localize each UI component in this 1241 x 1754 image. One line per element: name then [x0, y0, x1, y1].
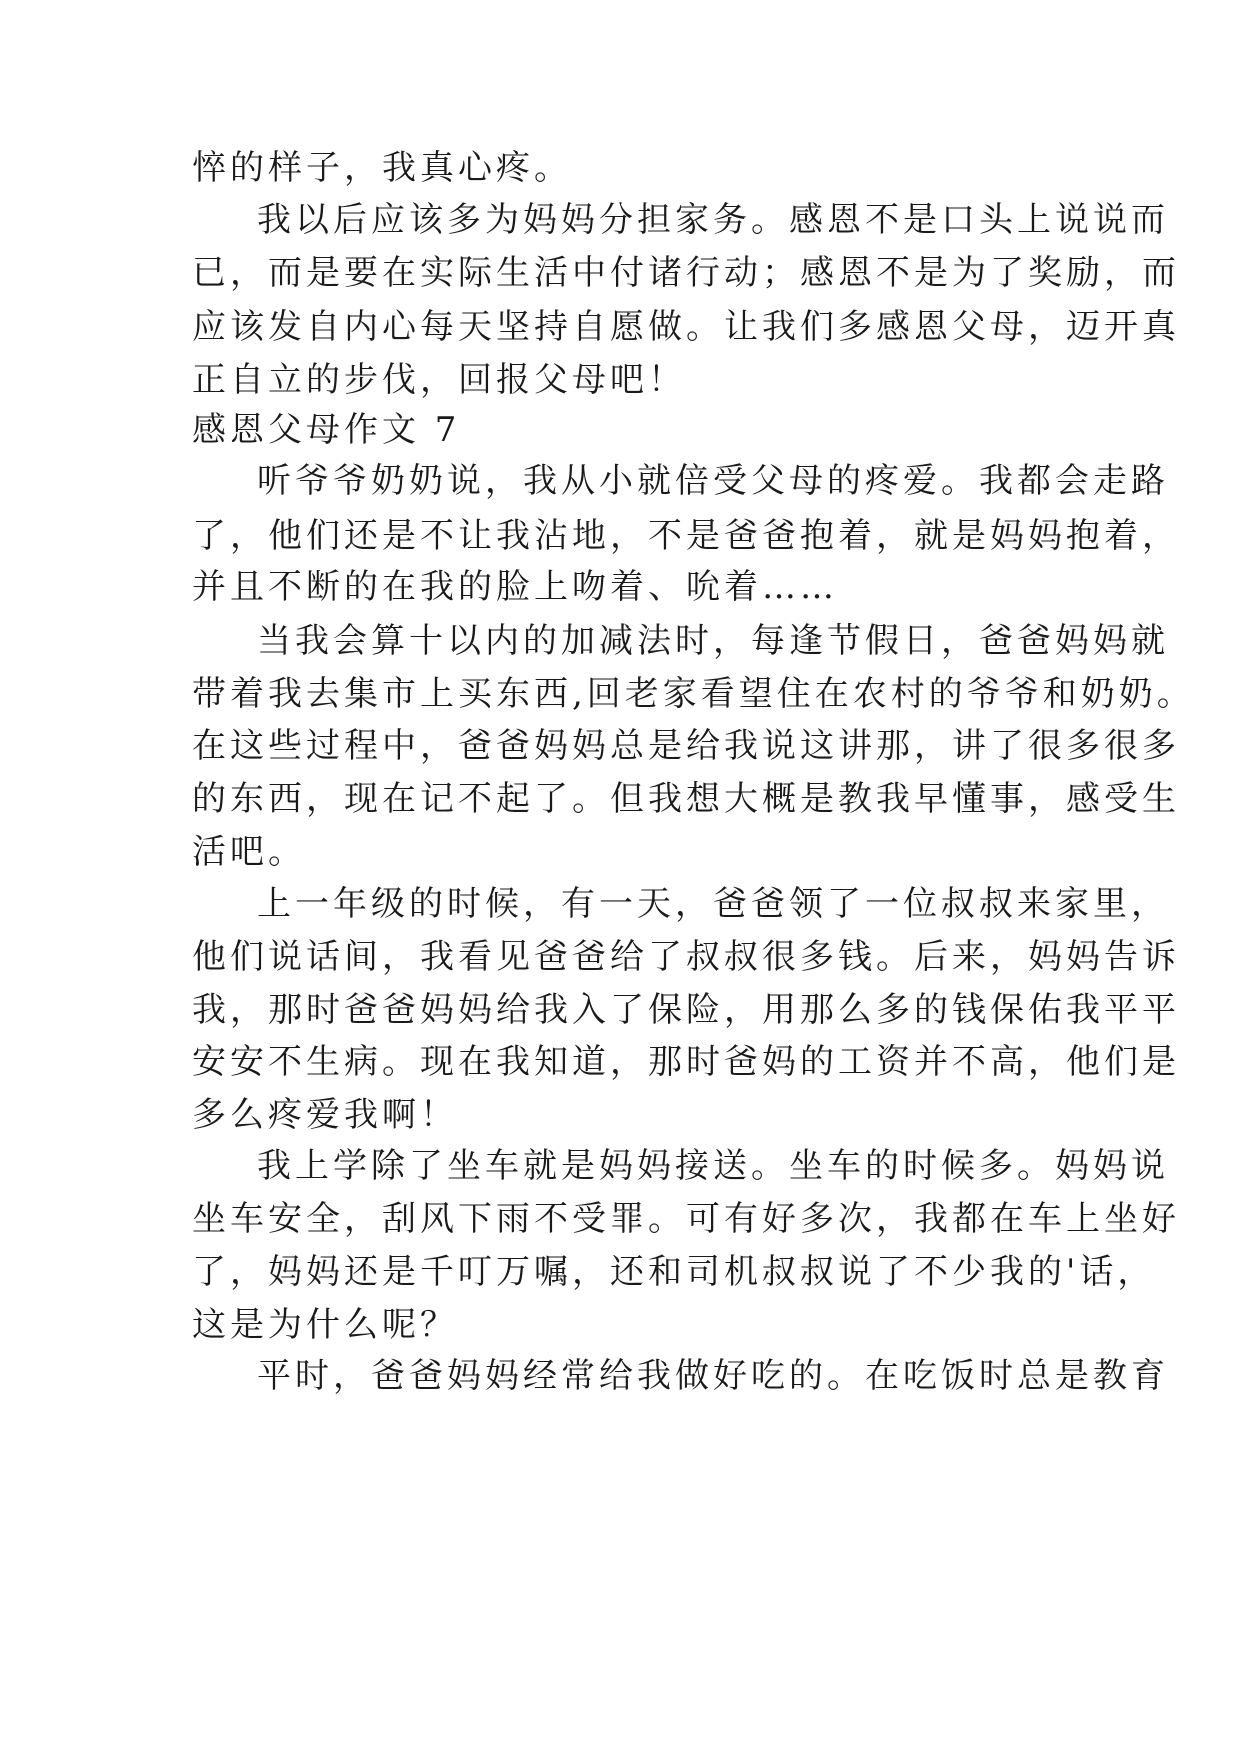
- text-line: 多么疼爱我啊！: [192, 1095, 458, 1135]
- paragraph-start: 平时，爸爸妈妈经常给我做好吃的。在吃饭时总是教育: [257, 1356, 1169, 1396]
- text-line: 他们说话间，我看见爸爸给了叔叔很多钱。后来，妈妈告诉: [192, 937, 1180, 977]
- text-line: 活吧。: [192, 832, 306, 872]
- text-line: 我，那时爸爸妈妈给我入了保险，用那么多的钱保佑我平平: [192, 990, 1180, 1030]
- text-line: 带着我去集市上买东西,回老家看望住在农村的爷爷和奶奶。: [192, 674, 1195, 714]
- text-line: 正自立的步伐，回报父母吧！: [192, 360, 686, 400]
- text-line: 安安不生病。现在我知道，那时爸妈的工资并不高，他们是: [192, 1042, 1180, 1082]
- text-line: 了，妈妈还是千叮万嘱，还和司机叔叔说了不少我的'话，: [192, 1252, 1156, 1292]
- text-line: 坐车安全，刮风下雨不受罪。可有好多次，我都在车上坐好: [192, 1199, 1180, 1239]
- paragraph-start: 我上学除了坐车就是妈妈接送。坐车的时候多。妈妈说: [257, 1146, 1169, 1186]
- text-line: 在这些过程中，爸爸妈妈总是给我说这讲那，讲了很多很多: [192, 726, 1180, 766]
- paragraph-start: 上一年级的时候，有一天，爸爸领了一位叔叔来家里，: [257, 884, 1169, 924]
- paragraph-start: 听爷爷奶奶说，我从小就倍受父母的疼爱。我都会走路: [257, 461, 1169, 501]
- text-line: 悴的样子，我真心疼。: [192, 148, 572, 188]
- paragraph-start: 当我会算十以内的加减法时，每逢节假日，爸爸妈妈就: [257, 621, 1169, 661]
- text-line: 这是为什么呢？: [192, 1305, 458, 1345]
- text-line: 并且不断的在我的脸上吻着、吮着……: [192, 567, 838, 607]
- text-line: 已，而是要在实际生活中付诸行动；感恩不是为了奖励，而: [192, 253, 1180, 293]
- text-line: 的东西，现在记不起了。但我想大概是教我早懂事，感受生: [192, 779, 1180, 819]
- paragraph-start: 我以后应该多为妈妈分担家务。感恩不是口头上说说而: [257, 200, 1169, 240]
- text-line: 了，他们还是不让我沾地，不是爸爸抱着，就是妈妈抱着，: [192, 516, 1180, 556]
- section-heading: 感恩父母作文 7: [192, 410, 461, 450]
- text-line: 应该发自内心每天坚持自愿做。让我们多感恩父母，迈开真: [192, 307, 1180, 347]
